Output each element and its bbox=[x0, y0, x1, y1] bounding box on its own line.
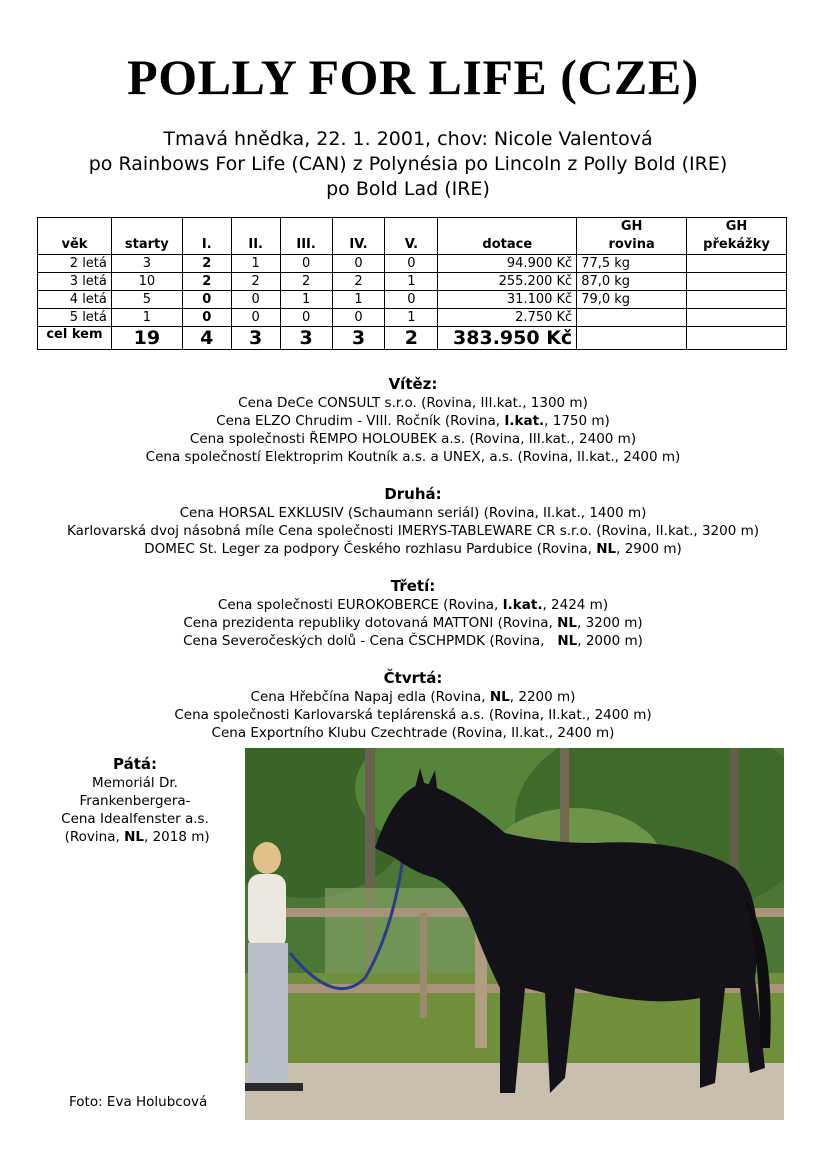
table-cell: 1 bbox=[385, 273, 438, 291]
table-cell: 5 bbox=[111, 291, 182, 309]
race-text: Cena Exportního Klubu Czechtrade (Rovina, II.kat., 2400 m) bbox=[211, 725, 615, 741]
race-text: , 3200 m) bbox=[577, 615, 643, 631]
table-row bbox=[38, 291, 787, 309]
race-text: , 1750 m) bbox=[544, 413, 610, 429]
table-cell: 0 bbox=[280, 255, 332, 273]
table-cell bbox=[687, 327, 787, 350]
race-text: Cena společností Elektroprim Koutník a.s. a UNEX, a.s. (Rovina, II.kat., 2400 m) bbox=[145, 449, 681, 465]
race-line bbox=[0, 614, 826, 632]
placing-section bbox=[0, 374, 826, 466]
race-category: I.kat. bbox=[502, 597, 543, 613]
race-text: , 2000 m) bbox=[577, 633, 643, 649]
table-cell: 77,5 kg bbox=[577, 255, 687, 273]
table-cell: 10 bbox=[111, 273, 182, 291]
race-line bbox=[0, 448, 826, 466]
race-text: DOMEC St. Leger za podpory Českého rozhlasu Pardubice (Rovina, bbox=[144, 541, 597, 557]
table-cell: 1 bbox=[385, 309, 438, 327]
col-header-first: I. bbox=[182, 218, 231, 255]
race-text: Cena Hřebčína Napaj edla (Rovina, bbox=[250, 689, 490, 705]
table-cell: 87,0 kg bbox=[577, 273, 687, 291]
table-cell: 2 bbox=[182, 273, 231, 291]
table-cell: 2 bbox=[182, 255, 231, 273]
table-cell: 0 bbox=[385, 291, 438, 309]
race-category: I.kat. bbox=[504, 413, 545, 429]
race-stats-table bbox=[37, 217, 787, 350]
race-line bbox=[0, 596, 826, 614]
table-cell: 5 letá bbox=[38, 309, 112, 327]
table-cell: 94.900 Kč bbox=[438, 255, 577, 273]
col-header-third: III. bbox=[280, 218, 332, 255]
table-cell: 0 bbox=[332, 255, 385, 273]
race-text: Cena prezidenta republiky dotovaná MATTONI (Rovina, bbox=[183, 615, 558, 631]
pedigree-info bbox=[0, 127, 816, 202]
race-text: (Rovina, bbox=[60, 829, 125, 845]
race-line bbox=[0, 706, 826, 724]
race-line bbox=[0, 632, 826, 650]
race-line: Memoriál Dr. bbox=[92, 775, 178, 791]
table-cell: 3 bbox=[231, 327, 280, 350]
photo-credit: Foto: Eva Holubcová bbox=[69, 1094, 208, 1110]
col-header-fifth: V. bbox=[385, 218, 438, 255]
table-cell: cel kem bbox=[38, 327, 112, 350]
horse-photo-image bbox=[245, 748, 784, 1120]
pedigree-line: po Rainbows For Life (CAN) z Polynésia po Lincoln z Polly Bold (IRE) bbox=[88, 153, 728, 175]
table-cell: 2 bbox=[332, 273, 385, 291]
section-heading: Vítěz: bbox=[388, 375, 438, 393]
section-heading: Druhá: bbox=[384, 485, 442, 503]
placing-section bbox=[0, 484, 826, 558]
race-text: Cena společnosti EUROKOBERCE (Rovina, bbox=[217, 597, 503, 613]
table-total-row bbox=[38, 327, 787, 350]
race-text: Cena HORSAL EXKLUSIV (Schaumann seriál) (Rovina, II.kat., 1400 m) bbox=[179, 505, 647, 521]
table-cell: 31.100 Kč bbox=[438, 291, 577, 309]
race-line bbox=[0, 688, 826, 706]
race-line bbox=[0, 540, 826, 558]
race-line bbox=[0, 394, 826, 412]
table-cell bbox=[577, 309, 687, 327]
table-cell: 4 bbox=[182, 327, 231, 350]
race-text: , 2200 m) bbox=[509, 689, 576, 705]
race-text: , 2018 m) bbox=[144, 829, 210, 845]
table-cell: 1 bbox=[111, 309, 182, 327]
table-cell: 1 bbox=[332, 291, 385, 309]
table-cell: 3 letá bbox=[38, 273, 112, 291]
section-heading: Čtvrtá: bbox=[383, 669, 443, 687]
race-text: , 2424 m) bbox=[542, 597, 609, 613]
table-cell bbox=[687, 291, 787, 309]
table-cell bbox=[687, 255, 787, 273]
table-cell: 4 letá bbox=[38, 291, 112, 309]
table-cell: 2 letá bbox=[38, 255, 112, 273]
placing-section bbox=[0, 668, 826, 742]
horse-name-title: POLLY FOR LIFE (CZE) bbox=[127, 49, 699, 105]
table-cell: 0 bbox=[280, 309, 332, 327]
col-header-gh-flat: GH rovina bbox=[577, 218, 687, 255]
race-line bbox=[0, 430, 826, 448]
col-header-second: II. bbox=[231, 218, 280, 255]
race-category: NL bbox=[557, 633, 578, 649]
pedigree-line: Tmavá hnědka, 22. 1. 2001, chov: Nicole Valentová bbox=[163, 128, 653, 150]
race-text: , 2900 m) bbox=[616, 541, 682, 557]
section-heading: Třetí: bbox=[390, 577, 436, 595]
table-cell: 3 bbox=[332, 327, 385, 350]
race-text: Cena společnosti ŘEMPO HOLOUBEK a.s. (Rovina, III.kat., 2400 m) bbox=[189, 431, 637, 447]
table-cell: 0 bbox=[385, 255, 438, 273]
race-text: Cena DeCe CONSULT s.r.o. (Rovina, III.kat., 1300 m) bbox=[238, 395, 588, 411]
table-cell: 0 bbox=[332, 309, 385, 327]
table-cell: 2 bbox=[231, 273, 280, 291]
race-category: NL bbox=[557, 615, 578, 631]
table-row bbox=[38, 273, 787, 291]
table-cell: 19 bbox=[111, 327, 182, 350]
col-header-age: věk bbox=[38, 218, 112, 255]
race-category: NL bbox=[596, 541, 617, 557]
col-header-prize: dotace bbox=[438, 218, 577, 255]
race-line: Frankenbergera- bbox=[79, 793, 191, 809]
section-heading: Pátá: bbox=[112, 755, 157, 773]
race-line bbox=[50, 828, 220, 846]
table-cell: 2 bbox=[280, 273, 332, 291]
table-cell: 0 bbox=[231, 309, 280, 327]
race-line bbox=[0, 724, 826, 742]
table-cell: 1 bbox=[231, 255, 280, 273]
table-cell: 255.200 Kč bbox=[438, 273, 577, 291]
table-cell bbox=[687, 273, 787, 291]
race-text: Cena Severočeských dolů - Cena ČSCHPMDK (Rovina, bbox=[183, 633, 558, 649]
table-cell bbox=[687, 309, 787, 327]
table-cell: 3 bbox=[280, 327, 332, 350]
col-header-gh-jumps: GH překážky bbox=[687, 218, 787, 255]
table-cell: 2 bbox=[385, 327, 438, 350]
table-cell bbox=[577, 327, 687, 350]
table-cell: 1 bbox=[280, 291, 332, 309]
table-cell: 0 bbox=[182, 291, 231, 309]
placings-list bbox=[0, 374, 826, 760]
table-cell: 2.750 Kč bbox=[438, 309, 577, 327]
table-cell: 3 bbox=[111, 255, 182, 273]
table-cell: 79,0 kg bbox=[577, 291, 687, 309]
race-text: Cena společnosti Karlovarská teplárenská a.s. (Rovina, II.kat., 2400 m) bbox=[174, 707, 652, 723]
col-header-fourth: IV. bbox=[332, 218, 385, 255]
placing-section bbox=[0, 576, 826, 650]
fifth-place-section bbox=[50, 754, 220, 846]
table-row bbox=[38, 309, 787, 327]
table-cell: 0 bbox=[182, 309, 231, 327]
race-text: Karlovarská dvoj násobná míle Cena společnosti IMERYS-TABLEWARE CR s.r.o. (Rovina, II.kat., 3200 m) bbox=[66, 523, 760, 539]
col-header-starts: starty bbox=[111, 218, 182, 255]
race-line bbox=[0, 412, 826, 430]
race-line bbox=[0, 504, 826, 522]
race-category: NL bbox=[489, 689, 510, 705]
race-line bbox=[0, 522, 826, 540]
table-cell: 0 bbox=[231, 291, 280, 309]
race-text: Cena ELZO Chrudim - VIII. Ročník (Rovina, bbox=[216, 413, 505, 429]
race-category: NL bbox=[124, 829, 144, 845]
pedigree-line: po Bold Lad (IRE) bbox=[326, 178, 490, 200]
horse-photo bbox=[245, 748, 784, 1120]
table-header-row bbox=[38, 218, 787, 255]
table-cell: 383.950 Kč bbox=[438, 327, 577, 350]
table-row bbox=[38, 255, 787, 273]
race-line: Cena Idealfenster a.s. bbox=[61, 811, 209, 827]
